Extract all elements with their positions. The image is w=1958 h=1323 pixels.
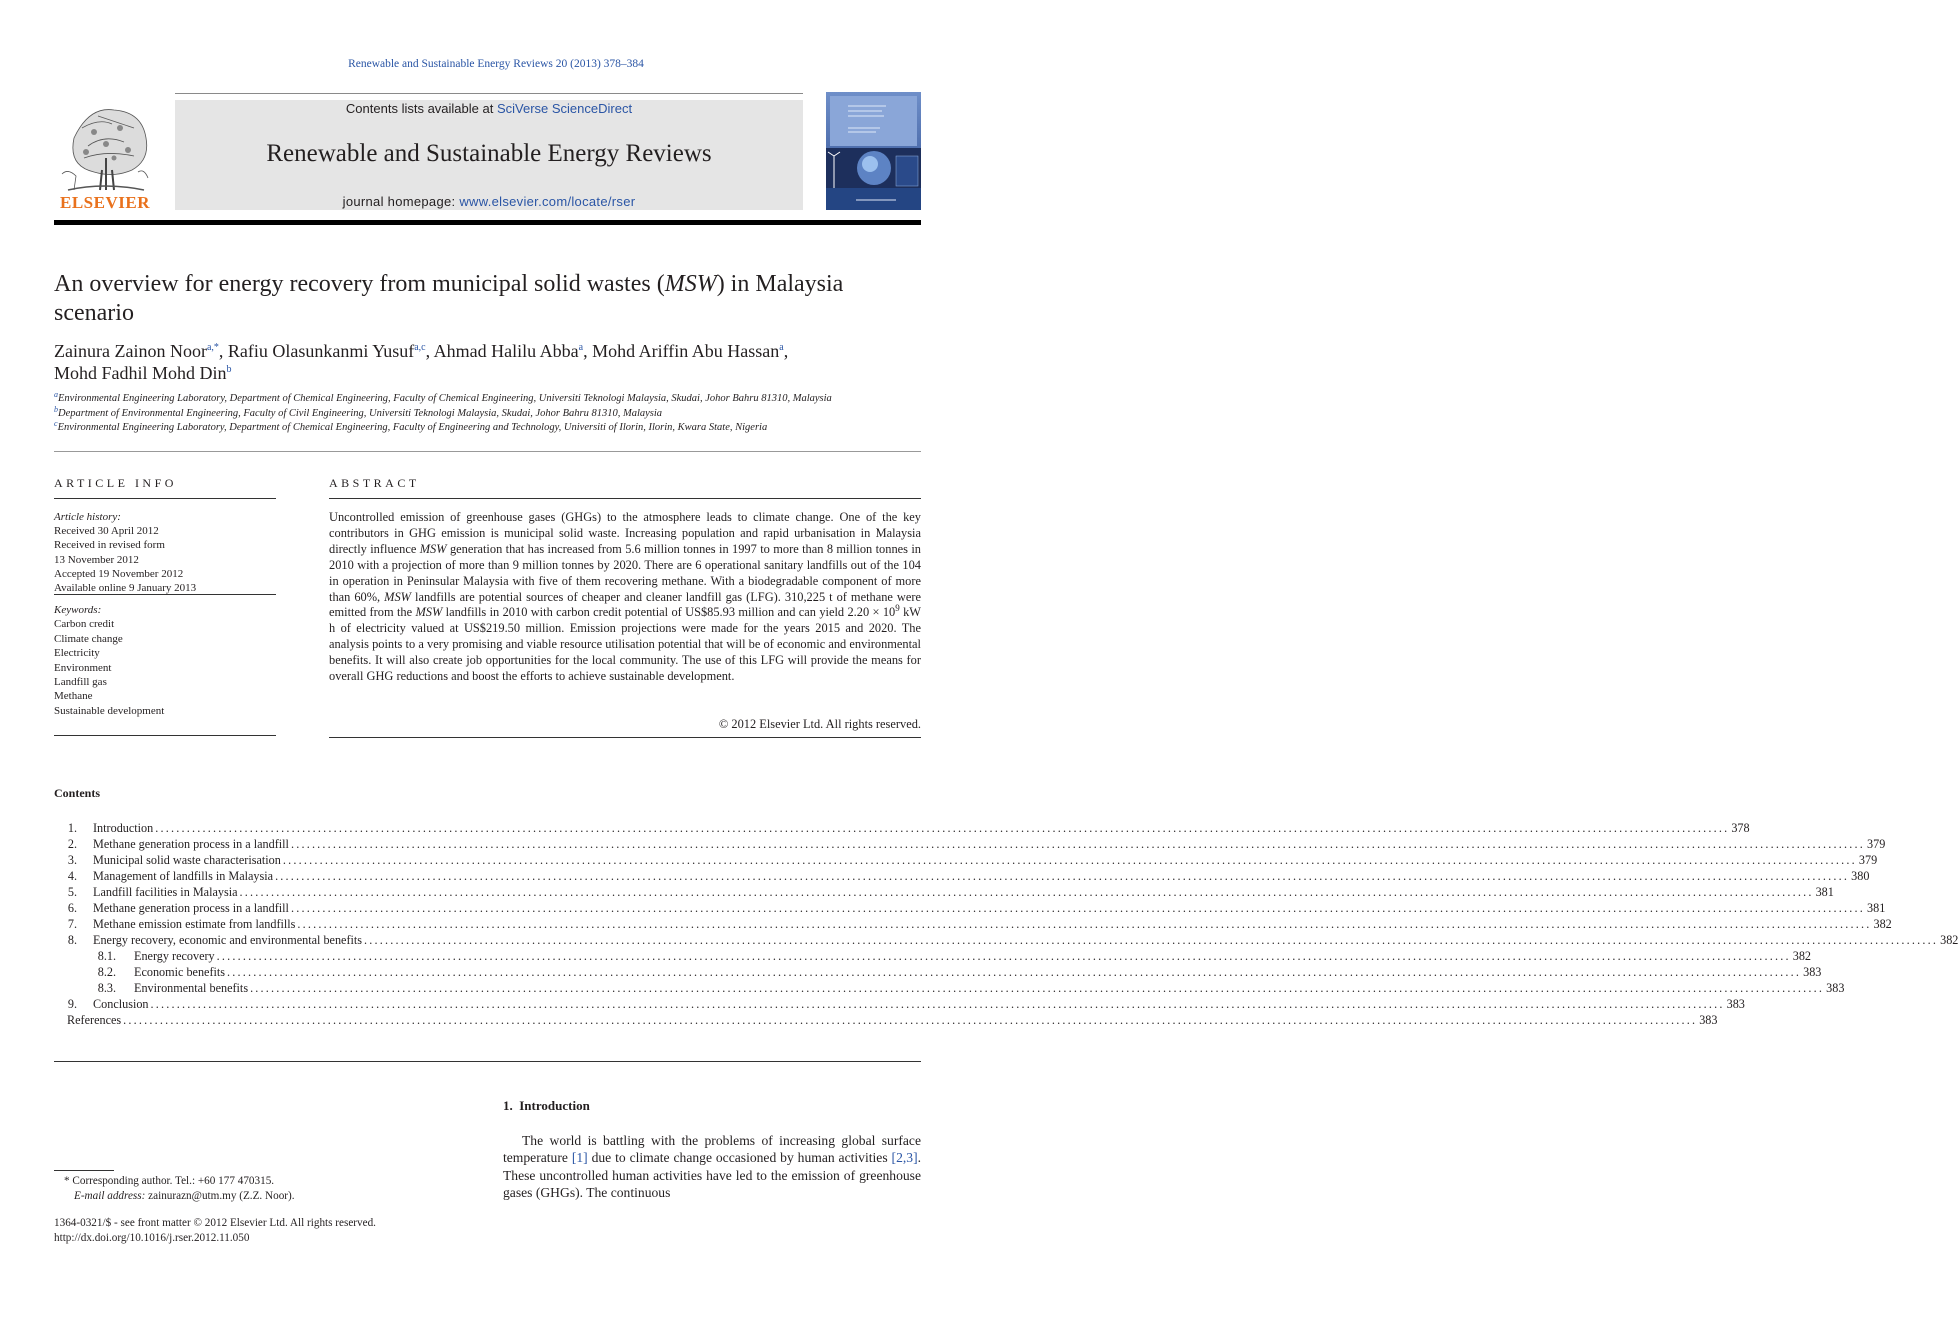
toc-entry[interactable] <box>54 933 1958 949</box>
abstract-text-run: generation that has increased from 5.6 million tonnes in 1997 to more than 8 million tonnes in 2010 with a projection of more than 9 million tonnes by 2020. There are 6 operational sanitary landfills out of the 104 in operation in Peninsular Malaysia with five of them recovering methane. With a biodegradable component of more than 60%, <box>329 541 921 604</box>
citation-link[interactable]: [1] <box>571 1150 588 1166</box>
toc-number: 8.2. <box>97 965 116 979</box>
toc-title[interactable]: Energy recovery, economic and environmental benefits <box>93 933 363 947</box>
toc-entry[interactable] <box>54 901 1886 917</box>
toc-title[interactable]: Economic benefits <box>134 965 226 979</box>
contents-heading: Contents <box>54 786 101 800</box>
toc-page-number[interactable]: 381 <box>1867 901 1886 915</box>
history-online: Available online 9 January 2013 <box>54 582 197 595</box>
history-accepted: Accepted 19 November 2012 <box>54 567 184 580</box>
toc-number: 8. <box>67 933 77 947</box>
toc-number: 8.3. <box>97 981 116 995</box>
toc-number: 1. <box>67 821 77 835</box>
issn-line: 1364-0321/$ - see front matter © 2012 Elsevier Ltd. All rights reserved. <box>54 1217 376 1229</box>
journal-cover-thumbnail[interactable] <box>826 92 921 210</box>
footnote-rule <box>54 1170 114 1171</box>
toc-number: 4. <box>67 869 77 883</box>
author-separator: , <box>583 341 593 361</box>
toc-title[interactable]: References <box>67 1013 122 1027</box>
toc-page-number[interactable]: 383 <box>1699 1013 1718 1027</box>
toc-page-number[interactable]: 383 <box>1826 981 1845 995</box>
toc-page-number[interactable]: 380 <box>1851 869 1870 883</box>
homepage-prefix: journal homepage: <box>342 194 460 209</box>
toc-number: 9. <box>67 997 77 1011</box>
affil-mark: b <box>54 405 58 414</box>
affiliation-c <box>54 419 924 433</box>
toc-entry[interactable] <box>54 965 1822 981</box>
toc-leader: ............................................................................................................................................................................................................................................................................................................ <box>216 949 1791 963</box>
toc-number: 6. <box>67 901 77 915</box>
toc-leader: ............................................................................................................................................................................................................................................................................................................ <box>275 869 1850 883</box>
table-of-contents <box>54 821 1958 1029</box>
corresponding-author: Corresponding author. Tel.: +60 177 470315. <box>69 1175 275 1187</box>
title-part2: ) in Malaysia scenario <box>54 271 844 326</box>
toc-leader: ............................................................................................................................................................................................................................................................................................................ <box>123 1013 1698 1027</box>
author-affiliation-mark[interactable]: a,c <box>414 342 426 353</box>
author-name[interactable]: Mohd Fadhil Mohd Din <box>54 363 227 383</box>
footnote-mark: * <box>64 1175 70 1187</box>
affil-mark: c <box>54 419 58 428</box>
journal-citation[interactable]: Renewable and Sustainable Energy Reviews 20 (2013) 378–384 <box>348 58 644 70</box>
email-label: E-mail address: <box>74 1189 146 1202</box>
toc-entry[interactable] <box>54 997 1745 1013</box>
toc-leader: ............................................................................................................................................................................................................................................................................................................ <box>150 997 1725 1011</box>
intro-text-run: The world is battling with the problems of increasing global surface temperature <box>503 1133 921 1166</box>
toc-entry[interactable] <box>54 949 1811 965</box>
toc-entry[interactable] <box>54 869 1870 885</box>
author-affiliation-mark[interactable]: a <box>578 342 584 353</box>
banner-top-rule <box>175 93 803 94</box>
abstract-heading: ABSTRACT <box>329 476 420 490</box>
affiliation-rule <box>54 451 921 452</box>
affiliation-b <box>54 405 924 419</box>
toc-leader: ............................................................................................................................................................................................................................................................................................................ <box>250 981 1825 995</box>
toc-page-number[interactable]: 379 <box>1867 837 1886 851</box>
toc-page-number[interactable]: 382 <box>1873 917 1892 931</box>
history-received: Received 30 April 2012 <box>54 525 159 538</box>
intro-text-run: . These uncontrolled human activities have led to the emission of greenhouse gases (GHGs). The continuous <box>503 1150 921 1201</box>
keyword: Landfill gas <box>54 676 107 689</box>
abstract-text-run: MSW <box>419 541 447 556</box>
toc-entry[interactable] <box>54 821 1750 837</box>
toc-title[interactable]: Conclusion <box>93 997 149 1011</box>
toc-title[interactable]: Introduction <box>93 821 154 835</box>
keywords-label: Keywords: <box>54 604 102 616</box>
affil-text: Department of Environmental Engineering, Faculty of Civil Engineering, Universiti Teknologi Malaysia, Skudai, Johor Bahru 81310, Malaysia <box>58 408 663 419</box>
author-affiliation-mark[interactable]: a,* <box>206 342 219 353</box>
toc-page-number[interactable]: 383 <box>1803 965 1822 979</box>
article-info-heading: ARTICLE INFO <box>54 476 177 490</box>
toc-number: 7. <box>67 917 77 931</box>
keyword: Sustainable development <box>54 704 165 717</box>
intro-text-run: due to climate change occasioned by human activities <box>587 1150 892 1166</box>
toc-leader: ............................................................................................................................................................................................................................................................................................................ <box>290 837 1866 851</box>
history-revised: Received in revised form <box>54 539 165 552</box>
toc-entry[interactable] <box>54 885 1834 901</box>
author-name[interactable]: Rafiu Olasunkanmi Yusuf <box>227 341 415 361</box>
toc-number: 3. <box>67 853 77 867</box>
contents-prefix: Contents lists available at <box>345 101 497 116</box>
toc-leader: ............................................................................................................................................................................................................................................................................................................ <box>290 901 1866 915</box>
homepage-link[interactable]: www.elsevier.com/locate/rser <box>459 194 636 209</box>
author-separator: , <box>425 341 434 361</box>
keyword: Methane <box>54 690 93 703</box>
article-history <box>54 510 276 595</box>
contents-availability <box>175 101 803 116</box>
article-info-rule <box>54 498 276 499</box>
author-list <box>54 340 924 384</box>
toc-number: 2. <box>67 837 77 851</box>
title-part1: An overview for energy recovery from municipal solid wastes ( <box>54 271 665 297</box>
author-separator: , <box>783 341 789 361</box>
doi-link[interactable]: http://dx.doi.org/10.1016/j.rser.2012.11.050 <box>54 1231 250 1244</box>
toc-entry[interactable] <box>54 981 1845 997</box>
introduction-text <box>503 1132 921 1202</box>
toc-title[interactable]: Methane generation process in a landfill <box>93 837 289 851</box>
abstract-text-run: Uncontrolled emission of greenhouse gases (GHGs) to the atmosphere leads to climate change. One of the key contributors in GHG emission is municipal solid waste. Increasing population and rapid urbanisation in Malaysia directly influence <box>329 510 921 556</box>
history-revised-date: 13 November 2012 <box>54 553 139 566</box>
citation-link[interactable]: [2,3] <box>891 1150 918 1166</box>
article-identifiers <box>54 1216 474 1245</box>
abstract-text-run: MSW <box>384 589 411 604</box>
author-affiliation-mark[interactable]: b <box>226 364 232 375</box>
keyword: Climate change <box>54 632 123 645</box>
section-title: Introduction <box>519 1098 590 1113</box>
affil-text: Environmental Engineering Laboratory, Department of Chemical Engineering, Faculty of Chemical Engineering, Universiti Teknologi Malaysia, Skudai, Johor Bahru 81310, Malaysia <box>58 393 832 404</box>
journal-title: Renewable and Sustainable Energy Reviews <box>266 140 712 167</box>
abstract-text-run: kW h of electricity valued at US$219.50 million. Emission projections were made for the years 2015 and 2020. The analysis points to a very promising and viable resource utilisation potential that will be of economic and environmental benefits. It will also create job opportunities for the local community. The use of this LFG will provide the means for overall GHG reductions and boost the efforts to achieve sustainable development. <box>329 605 921 684</box>
author-name[interactable]: Ahmad Halilu Abba <box>433 341 579 361</box>
author-name[interactable]: Zainura Zainon Noor <box>54 341 207 361</box>
toc-leader: ............................................................................................................................................................................................................................................................................................................ <box>297 917 1872 931</box>
keyword: Electricity <box>54 647 100 660</box>
toc-page-number[interactable]: 382 <box>1792 949 1811 963</box>
toc-leader: ............................................................................................................................................................................................................................................................................................................ <box>239 885 1814 899</box>
toc-entry[interactable] <box>54 917 1892 933</box>
toc-number: 8.1. <box>97 949 116 963</box>
author-separator: , <box>218 341 228 361</box>
toc-title[interactable]: Methane emission estimate from landfills <box>93 917 296 931</box>
toc-page-number[interactable]: 382 <box>1940 933 1958 947</box>
abstract-body <box>329 510 921 685</box>
elsevier-wordmark: ELSEVIER <box>60 193 150 212</box>
author-affiliation-mark[interactable]: a <box>779 342 784 353</box>
toc-leader: ............................................................................................................................................................................................................................................................................................................ <box>364 933 1939 947</box>
keyword: Environment <box>54 661 112 674</box>
author-name[interactable]: Mohd Ariffin Abu Hassan <box>592 341 780 361</box>
article-info-rule <box>54 594 276 595</box>
abstract-text-run: landfills in 2010 with carbon credit potential of US$85.93 million and can yield 2.20 × 10 <box>442 605 896 620</box>
toc-leader: ............................................................................................................................................................................................................................................................................................................ <box>155 821 1730 835</box>
abstract-text-run: landfills are potential sources of cheaper and cleaner landfill gas (LFG). 310,225 t of methane were emitted from the <box>329 589 921 620</box>
toc-title[interactable]: Management of landfills in Malaysia <box>93 869 274 883</box>
toc-title[interactable]: Energy recovery <box>134 949 215 963</box>
toc-page-number[interactable]: 379 <box>1858 853 1878 867</box>
abstract-rule <box>329 498 921 499</box>
toc-page-number[interactable]: 378 <box>1731 821 1750 835</box>
section-number: 1. <box>503 1098 513 1113</box>
toc-title[interactable]: Landfill facilities in Malaysia <box>93 885 238 899</box>
toc-leader: ............................................................................................................................................................................................................................................................................................................ <box>282 853 1857 867</box>
keyword: Carbon credit <box>54 618 115 631</box>
toc-title[interactable]: Methane generation process in a landfill <box>93 901 289 915</box>
journal-homepage <box>175 194 803 209</box>
toc-entry[interactable] <box>54 853 1878 869</box>
keywords <box>54 603 276 718</box>
abstract-text-run: MSW <box>415 605 443 620</box>
article-title <box>54 270 914 328</box>
title-abbrev: MSW <box>664 271 717 297</box>
affil-text: Environmental Engineering Laboratory, Department of Chemical Engineering, Faculty of Engineering and Technology, Universiti of Ilorin, Ilorin, Kwara State, Nigeria <box>57 422 768 433</box>
header-rule <box>54 220 921 225</box>
toc-number: 5. <box>67 885 77 899</box>
toc-title[interactable]: Municipal solid waste characterisation <box>93 853 281 867</box>
section-heading-introduction <box>503 1098 590 1114</box>
contents-rule <box>54 1061 921 1062</box>
abstract-text-run: 9 <box>895 603 900 614</box>
abstract-rule <box>329 737 921 738</box>
toc-title[interactable]: Environmental benefits <box>134 981 249 995</box>
toc-entry[interactable] <box>54 1013 1718 1029</box>
author-email[interactable]: zainurazn@utm.my (Z.Z. Noor). <box>145 1189 295 1202</box>
affil-mark: a <box>54 390 58 399</box>
sciencedirect-link[interactable]: SciVerse ScienceDirect <box>496 101 633 116</box>
corresponding-author-footnote <box>54 1174 474 1203</box>
toc-page-number[interactable]: 381 <box>1815 885 1834 899</box>
toc-entry[interactable] <box>54 837 1886 853</box>
affiliation-a <box>54 390 924 404</box>
history-label: Article history: <box>54 511 121 523</box>
toc-page-number[interactable]: 383 <box>1726 997 1745 1011</box>
copyright-notice: © 2012 Elsevier Ltd. All rights reserved. <box>718 717 921 731</box>
toc-leader: ............................................................................................................................................................................................................................................................................................................ <box>227 965 1802 979</box>
article-info-rule <box>54 735 276 736</box>
